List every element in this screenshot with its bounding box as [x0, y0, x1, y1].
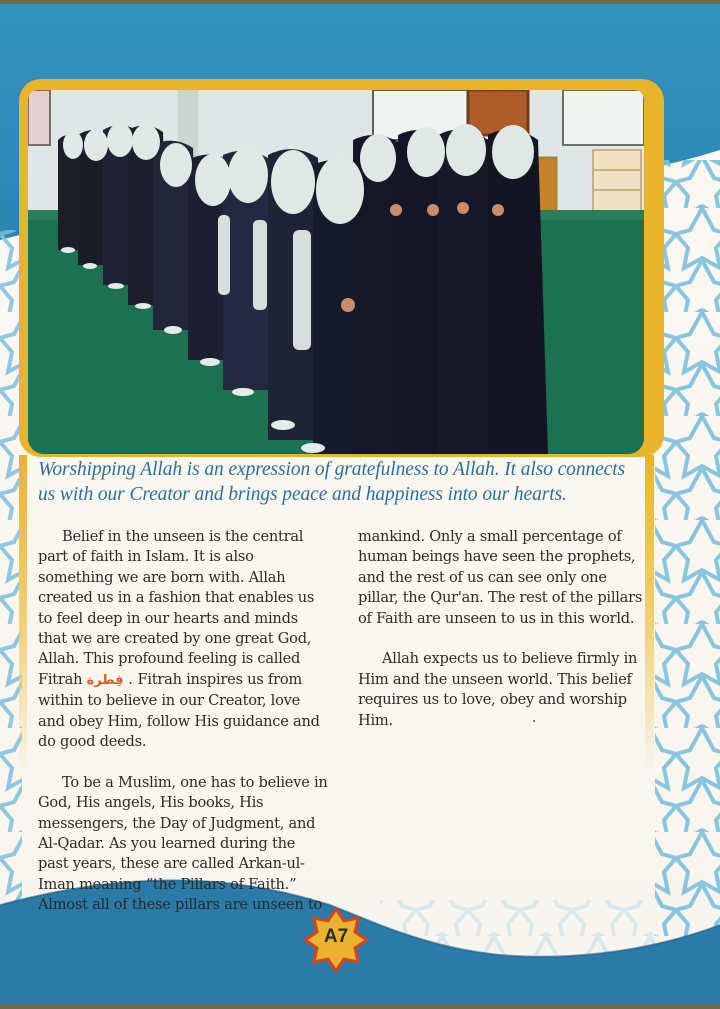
paragraph-text: Allah expects us to believe firmly in Him and the unseen world. This belief requires us to love, obey and worship Him. — [358, 650, 638, 729]
frame-side-left — [19, 455, 27, 775]
paragraph-text: Belief in the unseen is the central part of faith in Islam. It is also something we are born with. Allah created us in a fashion that enables us to feel deep in our hearts and minds that we are created by one great God, Allah. This profound feeling is called Fitrah — [38, 528, 315, 688]
prayer-photo — [28, 90, 644, 454]
paragraph-text: mankind. Only a small percentage of human beings have seen the prophets, and the rest of us can see only one pillar, the Qur'an. The rest of the pillars of Faith are unseen to us in this world. — [358, 528, 643, 627]
page-number: A7 — [323, 926, 349, 947]
paragraph — [38, 773, 328, 916]
paragraph — [38, 527, 328, 752]
photo-caption: Worshipping Allah is an expression of gratefulness to Allah. It also connects us with our Creator and brings peace and happiness into our hearts. — [38, 459, 626, 505]
paragraph-text: . Fitrah inspires us from within to believe in our Creator, love and obey Him, follow His guidance and do good deeds. — [38, 670, 320, 751]
text-column-right — [358, 527, 648, 731]
text-column-left — [38, 527, 328, 916]
paragraph — [358, 527, 648, 629]
print-speck — [533, 720, 535, 722]
arabic-term-fitrah: فِطرة — [86, 672, 124, 688]
paragraph-text: To be a Muslim, one has to believe in God, His angels, His books, His messengers, the Day of Judgment, and Al-Qadar. As you learned during the past years, these are called Arkan-ul-Iman meaning “the Pillars of Faith.” Almost all of these pillars are unseen to — [38, 773, 328, 914]
paragraph — [358, 649, 648, 731]
